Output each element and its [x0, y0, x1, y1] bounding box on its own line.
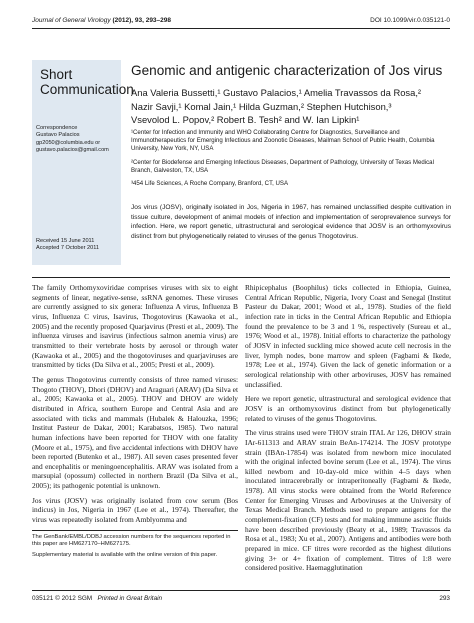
body-paragraph: Rhipicephalus (Boophilus) ticks collected in Ethiopia, Guinea, Central African Republic, Nigeria, Ivory Coast and Senegal (Institut Pasteur du Dakar, 2001; Wood et al., 1978). Studies of the field infection rate in ticks in the Central African Republic and Ethiopia found the prevalence to be 3 and 1 %, respectively (Sureau et al., 1976; Wood et al., 1978). Initial efforts to characterize the pathology of JOSV in infected suckling mice showed acute cell necrosis in the liver, lymph nodes, bone marrow and spleen (Fagbami & Ikede, 1978; Lee et al., 1974). Given the lack of genetic information or a serological relationship with other arboviruses, JOSV has remained unclassified. [245, 283, 451, 389]
received-date: Received 15 June 2011 [36, 238, 95, 244]
body-paragraph: The virus strains used were THOV strain ITAL Ar 126, DHOV strain IAr-611313 and ARAV strain BeAn-174214. The JOSV prototype strain (IBAn-17854) was isolated from newborn mice inoculated with the original infected bovine serum (Lee et al., 1974). The virus killed newborn and 10-day-old mice within 4–5 days when inoculated intracerebrally or intraperitoneally (Fagbami & Ikede, 1978). All virus stocks were obtained from the World Reference Center for Emerging Viruses and Arboviruses at the University of Texas Medical Branch. Methods used to prepare antigens for the complement-fixation (CF) tests and for making immune ascitic fluids have been described previously (Beaty et al., 1989; Travassos da Rosa et al., 1983; Xu et al., 2007). Antigens and antibodies were both prepared in mice. CF titres were recorded as the highest dilutions giving 3+ or 4+ fixation of complement. Titres of 1:8 were considered positive. Haemagglutination [245, 428, 451, 573]
author-line-3: Vsevolod L. Popov,² Robert B. Tesh² and W. Ian Lipkin¹ [131, 114, 360, 126]
body-paragraph: The family Orthomyxoviridae comprises viruses with six to eight segments of linear, negative-sense, ssRNA genomes. These viruses are currently assigned to six genera: Influenza A virus, Influenza B virus, Influenza C virus, Isavirus, Thogotovirus (Kawaoka et al., 2005) and the recently proposed Quarjavirus (Presti et al., 2009). The influenza viruses and isavirus (infectious salmon anemia virus) are transmitted to their vertebrate hosts by aerosol or through water (Kawaoka et al., 2005) and the thogotoviruses and quarjaviruses are transmitted by ticks (Da Silva et al., 2005; Presti et al., 2009). [32, 283, 238, 370]
correspondence-label: Correspondence [36, 125, 78, 131]
article-type-line2: Communication [40, 82, 134, 97]
accepted-date: Accepted 7 October 2011 [36, 245, 100, 252]
running-header-journal [32, 17, 171, 24]
footer-left [32, 595, 162, 602]
article-type [40, 67, 134, 97]
body-paragraph: The genus Thogotovirus currently consists of three named viruses: Thogoto (THOV), Dhori (DHOV) and Araguari (ARAV) (Da Silva et al., 2005; Kawaoka et al., 2005). THOV and DHOV are widely distributed in Africa, southern Europe and Central Asia and are associated with ticks and mammals (Hubalek & Halouzka, 1996; Institut Pasteur de Dakar, 2001; Karabatsos, 1985). Two natural human infections have been reported for THOV with one fatality (Moore et al., 1975), and five accidental infections with DHOV have been reported (Butenko et al., 1987). All seven cases presented fever and encephalitis or meningoencephalitis. ARAV was isolated from a marsupial (opossum) collected in northern Brazil (Da Silva et al., 2005); its pathogenic potential is unknown. [32, 374, 238, 491]
body-right-column [245, 283, 451, 578]
correspondence-email-2: gustavo.palacios@gmail.com [36, 147, 109, 154]
footnote-rule [32, 530, 238, 531]
affiliation-2: ²Center for Biodefense and Emerging Infectious Diseases, Department of Pathology, University of Texas Medical Branch, Galveston, TX, USA [131, 159, 434, 175]
running-header-doi: DOI 10.1099/vir.0.035121-0 [370, 17, 450, 24]
correspondence [36, 125, 120, 155]
footnote-supplementary: Supplementary material is available with the online version of this paper. [32, 551, 218, 558]
article-type-line1: Short [40, 67, 73, 82]
author-list [131, 86, 451, 127]
footer-printed: Printed in Great Britain [97, 595, 163, 602]
abstract-rule [32, 277, 450, 278]
article-title: Genomic and antigenic characterization of Jos virus [131, 63, 443, 78]
header-rule [32, 28, 450, 29]
dates [36, 238, 120, 253]
affiliation-3: ³454 Life Sciences, A Roche Company, Branford, CT, USA [131, 180, 289, 187]
body-paragraph: Here we report genetic, ultrastructural and serological evidence that JOSV is an orthomyxovirus distinct from but phylogenetically related to viruses of the genus Thogotovirus. [245, 394, 451, 423]
footnotes [32, 534, 238, 559]
journal-name: Journal of General Virology [32, 17, 111, 24]
footer-rule [32, 590, 450, 591]
author-line-1: Ana Valeria Bussetti,¹ Gustavo Palacios,¹ Amelia Travassos da Rosa,² [131, 87, 422, 98]
footnote-accession: The GenBank/EMBL/DDBJ accession numbers for the sequences reported in this paper are HM627170–HM627175. [32, 534, 231, 548]
abstract: Jos virus (JOSV), originally isolated in Jos, Nigeria in 1967, has remained unclassified despite cultivation in tissue culture, development of animal models of infection and implementation of seroprevalence surveys for infection. Here, we report genetic, ultrastructural and serological evidence that JOSV is an orthomyxovirus distinct from but phylogenetically related to viruses of the genus Thogotovirus. [131, 204, 451, 241]
correspondence-name: Gustavo Palacios [36, 132, 80, 139]
citation: (2012), 93, 293–298 [110, 17, 172, 24]
footer-copyright: 035121 © 2012 SGM [32, 595, 93, 602]
author-line-2: Nazir Savji,¹ Komal Jain,¹ Hilda Guzman,² Stephen Hutchison,³ [131, 100, 392, 112]
body-paragraph: Jos virus (JOSV) was originally isolated from cow serum (Bos indicus) in Jos, Nigeria in 1967 (Lee et al., 1974). Thereafter, the virus was repeatedly isolated from Amblyomma and [32, 495, 238, 525]
page-number: 293 [439, 595, 450, 602]
correspondence-email-1: gp2050@columbia.edu or [36, 139, 101, 146]
body-left-column [32, 283, 238, 530]
affiliation-1: ¹Center for Infection and Immunity and WHO Collaborating Centre for Diagnostics, Surveillance and Immunotherapeutics for Emerging Infectious and Zoonotic Diseases, Mailman School of Public Health, Columbia University, New York, NY, USA [131, 129, 435, 153]
